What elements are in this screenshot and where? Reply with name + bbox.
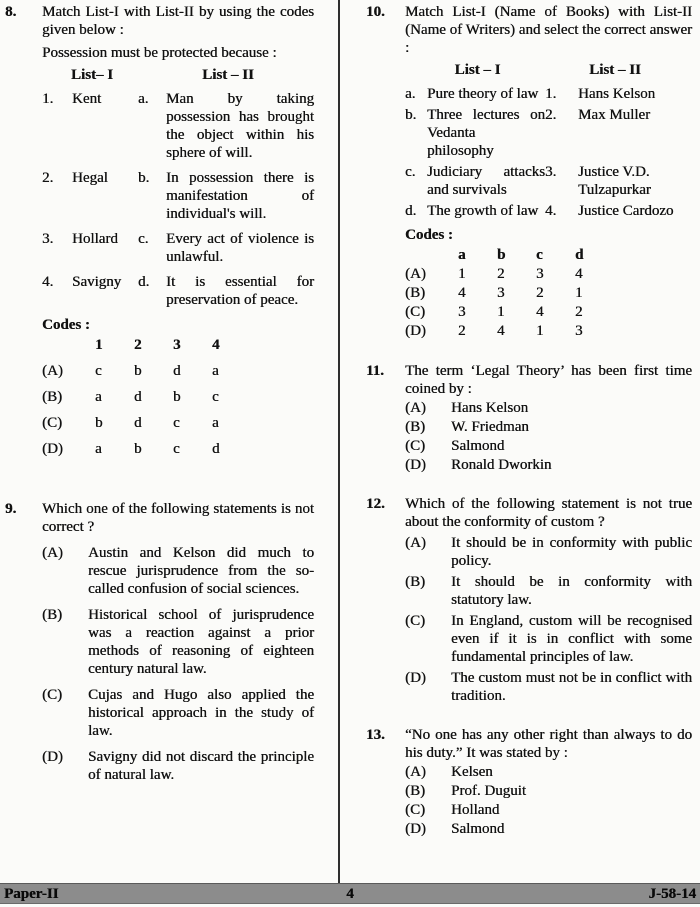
codes-cell: b <box>173 389 181 405</box>
codes-cell: a <box>458 247 466 263</box>
question-number: 11. <box>366 363 384 379</box>
match-text: Man by taking possession has brought the object within his sphere of will. <box>166 91 314 161</box>
option-row <box>405 801 692 819</box>
match-name: Kent <box>72 91 102 107</box>
codes-cell: 3 <box>458 304 466 320</box>
book-title: The growth of law <box>427 203 539 219</box>
option-row <box>405 399 692 417</box>
codes-cell: d <box>575 247 584 263</box>
match-num: 3. <box>42 231 54 247</box>
codes-cell: c <box>536 247 543 263</box>
codes-cell: (B) <box>405 285 425 301</box>
option-text: Hans Kelson <box>451 400 529 416</box>
option-label: (D) <box>42 749 63 765</box>
codes-cell: 1 <box>575 285 583 301</box>
option-label: (C) <box>405 802 425 818</box>
match-num: 2. <box>42 170 54 186</box>
question-body <box>405 362 692 474</box>
codes-cell <box>42 336 95 362</box>
match-row <box>405 106 692 160</box>
match-row <box>405 85 692 103</box>
match-row <box>42 230 314 266</box>
option-label: (B) <box>405 574 425 590</box>
match-name: Hegal <box>72 170 108 186</box>
option-row <box>405 782 692 800</box>
question-text: Which one of the following statements is not correct ? <box>42 501 314 535</box>
codes-cell: 4 <box>497 323 505 339</box>
option-text: It should be in conformity with public policy. <box>451 535 692 569</box>
writer-name: Justice V.D. Tulzapurkar <box>578 164 651 198</box>
option-row <box>42 544 314 598</box>
codes-cell: 4 <box>212 337 220 353</box>
option-label: (C) <box>405 438 425 454</box>
match-row <box>42 90 314 162</box>
question-body <box>405 495 692 705</box>
option-label: (A) <box>42 545 63 561</box>
codes-cell: 2 <box>575 304 583 320</box>
option-label: (A) <box>405 764 426 780</box>
question-body <box>42 3 314 466</box>
option-label: (B) <box>42 607 62 623</box>
codes-cell: 3 <box>173 337 181 353</box>
writer-name: Justice Cardozo <box>578 203 674 219</box>
match-letter: c. <box>405 164 416 180</box>
codes-cell: b <box>95 415 103 431</box>
match-text: It is essential for preservation of peace. <box>166 274 314 308</box>
codes-cell: 4 <box>458 285 466 301</box>
match-num: 4. <box>545 203 557 219</box>
codes-cell <box>405 246 458 265</box>
codes-cell: 2 <box>497 266 505 282</box>
question-11 <box>366 362 692 474</box>
book-title: Pure theory of law <box>427 86 539 102</box>
codes-cell: 1 <box>458 266 466 282</box>
codes-cell: 3 <box>575 323 583 339</box>
list-headers <box>405 61 692 79</box>
match-name: Hollard <box>72 231 118 247</box>
option-label: (C) <box>405 613 425 629</box>
codes-cell: b <box>134 363 142 379</box>
option-text: Kelsen <box>451 764 493 780</box>
option-label: (B) <box>405 419 425 435</box>
option-row <box>405 418 692 436</box>
codes-cell: b <box>134 441 142 457</box>
option-row <box>405 669 692 705</box>
question-body <box>405 3 692 341</box>
book-title: Three lectures on Vedanta philosophy <box>427 107 545 159</box>
codes-cell: (D) <box>42 441 63 457</box>
match-text: In possession there is manifestation of individual's will. <box>166 170 314 222</box>
question-text: Match List-I (Name of Books) with List-II (Name of Writers) and select the correct answer : <box>405 4 692 56</box>
option-text: Savigny did not discard the principle of natural law. <box>88 749 314 783</box>
option-label: (A) <box>405 535 426 551</box>
codes-cell: c <box>95 363 102 379</box>
option-text: Cujas and Hugo also applied the historical approach in the study of law. <box>88 687 314 739</box>
question-body <box>42 500 314 784</box>
codes-table <box>42 336 251 466</box>
codes-label: Codes : <box>405 227 453 243</box>
codes-header-row <box>405 246 614 265</box>
list-headers <box>42 66 314 84</box>
option-text: Historical school of jurisprudence was a reaction against a prior methods of reasoning of eighteen century natural law. <box>88 607 314 677</box>
codes-cell: 2 <box>536 285 544 301</box>
codes-cell: c <box>212 389 219 405</box>
list2-header: List – II <box>202 67 254 83</box>
footer-paper-label: Paper-II <box>4 885 59 902</box>
question-subtitle: Possession must be protected because : <box>42 45 277 61</box>
match-num: 1. <box>42 91 54 107</box>
codes-cell: d <box>212 441 220 457</box>
codes-row <box>42 362 251 388</box>
match-num: 4. <box>42 274 54 290</box>
option-text: In England, custom will be recognised even if it is in conflict with some fundamental principles of law. <box>451 613 692 665</box>
match-num: 3. <box>545 164 557 180</box>
book-title: Judiciary attacks and survivals <box>427 164 545 198</box>
codes-cell: c <box>173 441 180 457</box>
left-column <box>0 0 340 883</box>
codes-cell: a <box>212 415 219 431</box>
writer-name: Hans Kelson <box>578 86 656 102</box>
codes-cell: 3 <box>497 285 505 301</box>
match-letter: d. <box>405 203 417 219</box>
option-row <box>405 612 692 666</box>
question-number: 10. <box>366 4 385 20</box>
codes-cell: 3 <box>536 266 544 282</box>
codes-label: Codes : <box>42 317 90 333</box>
question-number: 13. <box>366 727 385 743</box>
option-label: (C) <box>42 687 62 703</box>
codes-cell: 2 <box>458 323 466 339</box>
option-text: It should be in conformity with statutory law. <box>451 574 692 608</box>
question-12 <box>366 495 692 705</box>
codes-cell: b <box>497 247 506 263</box>
question-number: 8. <box>5 4 17 20</box>
codes-cell: (D) <box>405 323 426 339</box>
codes-cell: d <box>134 389 142 405</box>
codes-table <box>405 246 614 341</box>
codes-cell: c <box>173 415 180 431</box>
codes-cell: 1 <box>95 337 103 353</box>
question-13 <box>366 726 692 838</box>
match-letter: d. <box>138 274 150 290</box>
footer-page-number: 4 <box>346 885 354 902</box>
match-letter: b. <box>138 170 150 186</box>
option-text: W. Friedman <box>451 419 529 435</box>
question-text: Which of the following statement is not true about the conformity of custom ? <box>405 496 692 530</box>
codes-cell: a <box>95 441 102 457</box>
match-row <box>42 273 314 309</box>
option-label: (D) <box>405 670 426 686</box>
option-row <box>405 573 692 609</box>
codes-cell: (A) <box>405 266 426 282</box>
question-number: 9. <box>5 501 17 517</box>
match-name: Savigny <box>72 274 122 290</box>
codes-header-row <box>42 336 251 362</box>
right-column <box>340 0 700 883</box>
codes-row <box>42 388 251 414</box>
question-number: 12. <box>366 496 385 512</box>
list1-header: List– I <box>70 67 114 83</box>
codes-cell: d <box>134 415 142 431</box>
codes-row <box>405 322 614 341</box>
option-label: (A) <box>405 400 426 416</box>
option-label: (B) <box>405 783 425 799</box>
option-row <box>405 534 692 570</box>
footer-bar <box>0 883 700 904</box>
question-body <box>405 726 692 838</box>
option-row <box>42 686 314 740</box>
option-row <box>405 820 692 838</box>
match-row <box>405 163 692 199</box>
match-letter: b. <box>405 107 417 123</box>
question-9 <box>5 500 314 784</box>
option-text: Prof. Duguit <box>451 783 526 799</box>
match-row <box>42 169 314 223</box>
match-letter: a. <box>405 86 416 102</box>
codes-cell: 1 <box>497 304 505 320</box>
match-letter: c. <box>138 231 149 247</box>
writer-name: Max Muller <box>578 107 651 123</box>
list1-header: List – I <box>454 62 501 78</box>
codes-row <box>405 303 614 322</box>
codes-row <box>405 284 614 303</box>
option-text: Ronald Dworkin <box>451 457 552 473</box>
option-text: The custom must not be in conflict with tradition. <box>451 670 692 704</box>
match-letter: a. <box>138 91 149 107</box>
question-10 <box>366 3 692 341</box>
option-text: Salmond <box>451 821 505 837</box>
match-text: Every act of violence is unlawful. <box>166 231 314 265</box>
option-row <box>405 437 692 455</box>
codes-cell: (A) <box>42 363 63 379</box>
option-text: Holland <box>451 802 500 818</box>
option-label: (D) <box>405 457 426 473</box>
codes-row <box>42 414 251 440</box>
match-num: 2. <box>545 107 557 123</box>
question-text: Match List-I with List-II by using the codes given below : <box>42 4 314 38</box>
codes-cell: 1 <box>536 323 544 339</box>
option-text: Austin and Kelson did much to rescue jurisprudence from the so-called confusion of social sciences. <box>88 545 314 597</box>
option-label: (D) <box>405 821 426 837</box>
list2-header: List – II <box>589 62 641 78</box>
question-text: The term ‘Legal Theory’ has been first time coined by : <box>405 363 692 397</box>
codes-row <box>42 440 251 466</box>
option-row <box>42 606 314 678</box>
codes-cell: 4 <box>536 304 544 320</box>
option-row <box>405 763 692 781</box>
match-num: 1. <box>545 86 557 102</box>
question-text: “No one has any other right than always to do his duty.” It was stated by : <box>405 727 692 761</box>
codes-cell: 2 <box>134 337 142 353</box>
match-row <box>405 202 692 220</box>
codes-cell: a <box>212 363 219 379</box>
codes-row <box>405 265 614 284</box>
option-row <box>42 748 314 784</box>
codes-cell: (C) <box>42 415 62 431</box>
codes-cell: a <box>95 389 102 405</box>
codes-cell: 4 <box>575 266 583 282</box>
footer-booklet-code: J-58-14 <box>648 885 697 902</box>
option-row <box>405 456 692 474</box>
question-8 <box>5 3 314 466</box>
codes-cell: d <box>173 363 181 379</box>
option-text: Salmond <box>451 438 505 454</box>
codes-cell: (C) <box>405 304 425 320</box>
codes-cell: (B) <box>42 389 62 405</box>
